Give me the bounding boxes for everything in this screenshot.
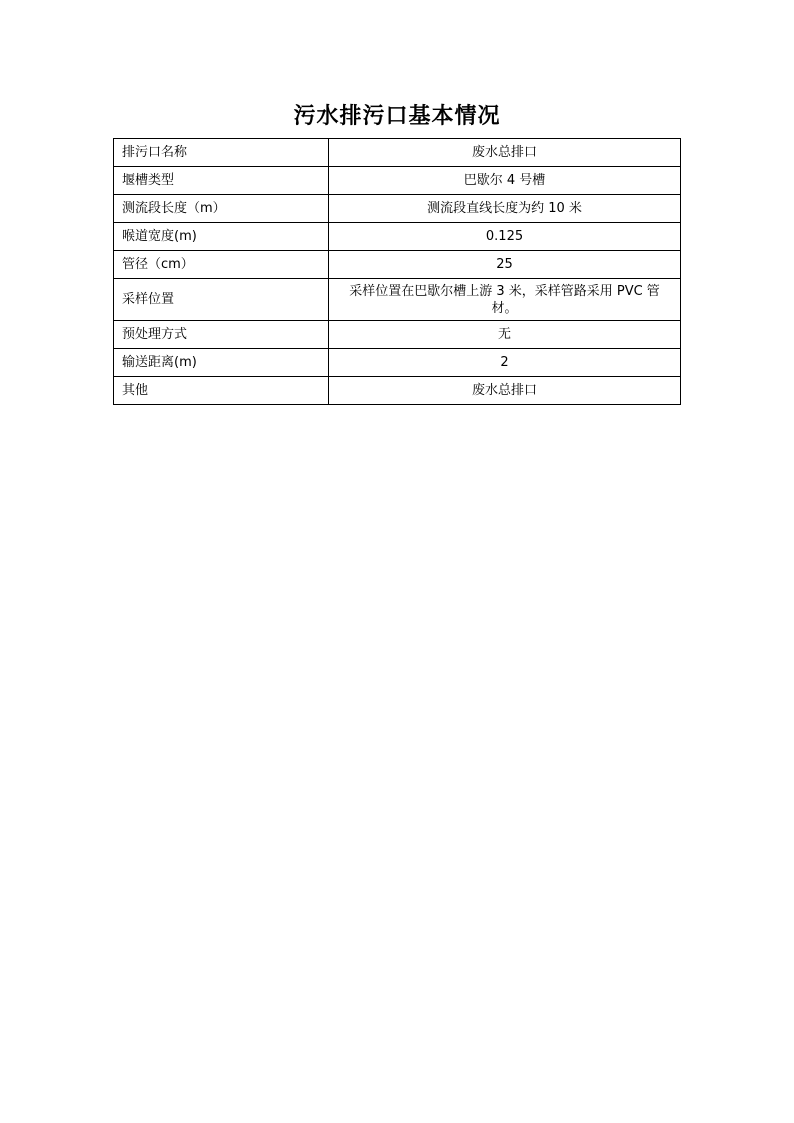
row-value: 测流段直线长度为约 10 米 bbox=[329, 195, 681, 223]
row-label: 排污口名称 bbox=[114, 139, 329, 167]
table-row bbox=[114, 251, 681, 279]
row-label: 输送距离(m) bbox=[114, 349, 329, 377]
row-label: 测流段长度（m） bbox=[114, 195, 329, 223]
table-row bbox=[114, 321, 681, 349]
table-row bbox=[114, 139, 681, 167]
row-label: 管径（cm） bbox=[114, 251, 329, 279]
row-value: 废水总排口 bbox=[329, 377, 681, 405]
row-value: 采样位置在巴歇尔槽上游 3 米，采样管路采用 PVC 管材。 bbox=[329, 279, 681, 321]
row-value: 25 bbox=[329, 251, 681, 279]
table-row bbox=[114, 349, 681, 377]
row-value: 废水总排口 bbox=[329, 139, 681, 167]
row-label: 预处理方式 bbox=[114, 321, 329, 349]
row-label: 喉道宽度(m) bbox=[114, 223, 329, 251]
row-value: 2 bbox=[329, 349, 681, 377]
table-row bbox=[114, 223, 681, 251]
outfall-info-table bbox=[113, 138, 681, 405]
row-value: 0.125 bbox=[329, 223, 681, 251]
row-label: 其他 bbox=[114, 377, 329, 405]
row-value: 无 bbox=[329, 321, 681, 349]
page-title: 污水排污口基本情况 bbox=[293, 104, 501, 129]
table-row bbox=[114, 377, 681, 405]
row-label: 堰槽类型 bbox=[114, 167, 329, 195]
row-label: 采样位置 bbox=[114, 279, 329, 321]
table-row bbox=[114, 279, 681, 321]
table-row bbox=[114, 195, 681, 223]
table-row bbox=[114, 167, 681, 195]
row-value: 巴歇尔 4 号槽 bbox=[329, 167, 681, 195]
